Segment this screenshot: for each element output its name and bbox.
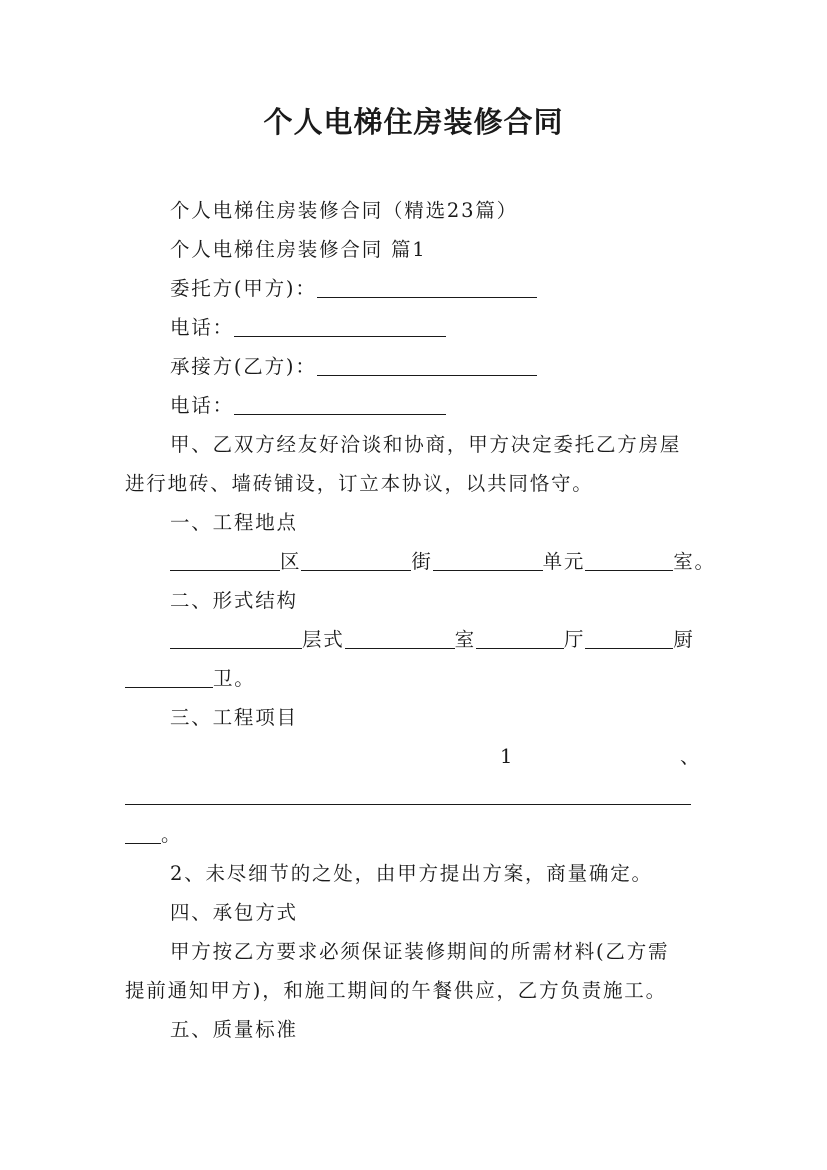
street-blank [301, 548, 411, 571]
part-heading: 个人电梯住房装修合同 篇1 [170, 238, 427, 261]
phone-a-blank [234, 314, 446, 337]
room-blank [585, 548, 673, 571]
street-label: 街 [411, 550, 433, 573]
item1-line [125, 781, 705, 811]
location-line [170, 547, 750, 577]
room-count-label: 室 [454, 628, 476, 651]
phone-b-blank [234, 392, 446, 415]
item2: 2、未尽细节的之处，由甲方提出方案，商量确定。 [170, 862, 653, 885]
bath-blank [125, 665, 213, 688]
item1-number: 1 [500, 745, 515, 768]
party-b-line [170, 352, 750, 382]
party-b-blank [317, 353, 537, 376]
kitchen-label: 厨 [673, 628, 695, 651]
party-a-blank [317, 275, 537, 298]
party-a-line [170, 274, 750, 304]
bath-label: 卫。 [213, 667, 256, 690]
phone-a-line [170, 313, 750, 343]
item1-end: 。 [161, 823, 183, 846]
intro-line-1: 甲、乙双方经友好洽谈和协商，甲方决定委托乙方房屋 [170, 433, 682, 456]
section1-heading: 一、工程地点 [170, 511, 298, 534]
contract-line-2: 提前通知甲方)，和施工期间的午餐供应，乙方负责施工。 [125, 979, 667, 1002]
contract-line-1: 甲方按乙方要求必须保证装修期间的所需材料(乙方需 [170, 940, 670, 963]
phone-b-label: 电话： [170, 394, 234, 417]
floor-label: 层式 [302, 628, 345, 651]
hall-blank [476, 626, 564, 649]
unit-blank [433, 548, 543, 571]
item1-comma: 、 [680, 745, 702, 768]
section2-heading: 二、形式结构 [170, 589, 298, 612]
section3-heading: 三、工程项目 [170, 706, 298, 729]
kitchen-blank [585, 626, 673, 649]
phone-a-label: 电话： [170, 316, 234, 339]
item1-short-blank [125, 821, 161, 844]
item1-end-line [125, 820, 705, 850]
floor-blank [170, 626, 302, 649]
intro-line-2: 进行地砖、墙砖铺设，订立本协议，以共同恪守。 [125, 472, 594, 495]
section4-heading: 四、承包方式 [170, 901, 298, 924]
room-count-blank [345, 626, 455, 649]
structure-line-1 [170, 625, 750, 655]
structure-line-2 [125, 664, 705, 694]
district-blank [170, 548, 280, 571]
document-title: 个人电梯住房装修合同 [263, 105, 564, 139]
unit-label: 单元 [542, 550, 586, 573]
phone-b-line [170, 391, 750, 421]
district-label: 区 [280, 550, 302, 573]
party-a-label: 委托方(甲方)： [170, 277, 317, 300]
section5-heading: 五、质量标准 [170, 1018, 298, 1041]
party-b-label: 承接方(乙方)： [170, 355, 317, 378]
room-label: 室。 [673, 550, 716, 573]
subtitle: 个人电梯住房装修合同（精选23篇） [170, 199, 518, 222]
item1-long-blank [125, 782, 691, 805]
hall-label: 厅 [563, 628, 586, 651]
